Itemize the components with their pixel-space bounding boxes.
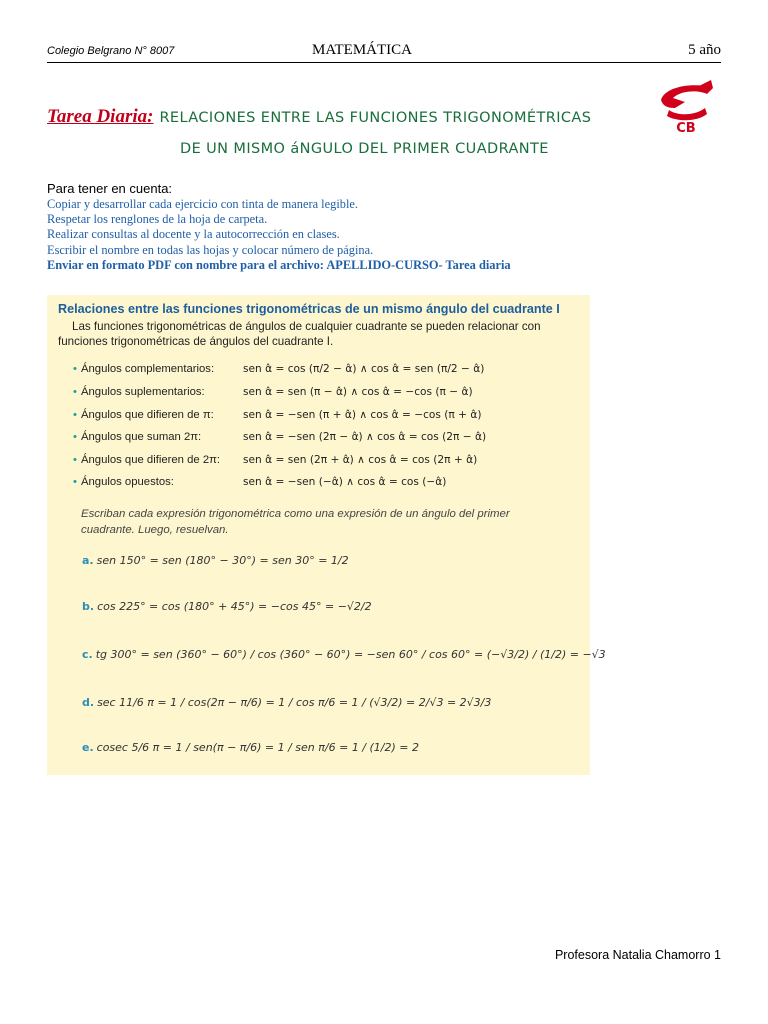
note-item-bold: Enviar en formato PDF con nombre para el archivo: APELLIDO-CURSO- Tarea diaria — [47, 257, 511, 272]
title-text-1: RELACIONES ENTRE LAS FUNCIONES TRIGONOMÉTRICAS — [159, 110, 592, 126]
property-name: Ángulos que difieren de 2π: — [80, 454, 221, 466]
example-text: sen 150° = sen (180° − 30°) = sen 30° = 1/2 — [96, 554, 349, 567]
example-text: cosec 5/6 π = 1 / sen(π − π/6) = 1 / sen π/6 = 1 / (1/2) = 2 — [96, 741, 420, 754]
example-text: sec 11/6 π = 1 / cos(2π − π/6) = 1 / cos π/6 = 1 / (√3/2) = 2/√3 = 2√3/3 — [97, 696, 492, 709]
example-item — [82, 741, 419, 754]
property-item: • Ángulos complementarios: — [73, 363, 215, 375]
box-heading: Relaciones entre las funciones trigonométricas de un mismo ángulo del cuadrante I — [58, 302, 560, 316]
property-item: • Ángulos que suman 2π: — [73, 431, 202, 443]
property-name: Ángulos complementarios: — [80, 363, 215, 375]
example-item — [82, 696, 491, 709]
property-name: Ángulos que suman 2π: — [80, 431, 202, 443]
box-intro: Las funciones trigonométricas de ángulos de cualquier cuadrante se pueden relacionar con funciones trigonométricas de ángulos del cuadrante I. — [58, 320, 541, 348]
example-label: d. — [82, 696, 95, 709]
example-label: c. — [82, 648, 93, 661]
property-formula: sen α̂ = −sen (π + α̂) ∧ cos α̂ = −cos (π + α̂) — [243, 409, 482, 421]
property-name: Ángulos suplementarios: — [80, 386, 205, 398]
property-formula: sen α̂ = cos (π/2 − α̂) ∧ cos α̂ = sen (π/2 − α̂) — [243, 363, 485, 375]
theory-box — [47, 295, 606, 775]
notes-list — [47, 197, 511, 273]
example-item — [82, 600, 372, 613]
property-item: • Ángulos opuestos: — [73, 476, 174, 488]
page-footer: Profesora Natalia Chamorro 1 — [554, 948, 721, 962]
property-item: • Ángulos suplementarios: — [73, 386, 205, 398]
property-formula: sen α̂ = sen (π − α̂) ∧ cos α̂ = −cos (π − α̂) — [243, 386, 473, 398]
notes-heading: Para tener en cuenta: — [47, 181, 173, 196]
property-formula: sen α̂ = −sen (−α̂) ∧ cos α̂ = cos (−α̂) — [243, 476, 447, 488]
property-formula: sen α̂ = sen (2π + α̂) ∧ cos α̂ = cos (2π + α̂) — [243, 454, 478, 466]
property-formula: sen α̂ = −sen (2π − α̂) ∧ cos α̂ = cos (2π − α̂) — [243, 431, 487, 443]
school-name: Colegio Belgrano N° 8007 — [47, 45, 175, 57]
example-item — [82, 554, 349, 567]
note-item: Respetar los renglones de la hoja de carpeta. — [47, 212, 268, 227]
exercise-intro: Escriban cada expresión trigonométrica como una expresión de un ángulo del primer cuadrante. Luego, resuelvan. — [81, 508, 510, 536]
example-text: cos 225° = cos (180° + 45°) = −cos 45° = −√2/2 — [97, 600, 372, 613]
subject-name: MATEMÁTICA — [312, 42, 412, 58]
note-item: Escribir el nombre en todas las hojas y colocar número de página. — [47, 242, 374, 257]
note-item: Copiar y desarrollar cada ejercicio con tinta de manera legible. — [47, 197, 358, 211]
example-label: e. — [82, 741, 94, 754]
property-item: • Ángulos que difieren de 2π: — [73, 454, 221, 466]
page-header — [47, 42, 721, 63]
example-label: a. — [82, 554, 94, 567]
logo-text: CB — [676, 121, 696, 135]
property-item: • Ángulos que difieren de π: — [73, 409, 214, 421]
grade-label: 5 año — [688, 42, 721, 58]
tarea-label: Tarea Diaria: — [47, 106, 154, 127]
note-item: Realizar consultas al docente y la autocorrección en clases. — [47, 227, 340, 242]
title-line-2: DE UN MISMO áNGULO DEL PRIMER CUADRANTE — [180, 141, 549, 157]
example-text: tg 300° = sen (360° − 60°) / cos (360° − 60°) = −sen 60° / cos 60° = (−√3/2) / (1/2) = −√3 — [95, 648, 606, 661]
example-label: b. — [82, 600, 95, 613]
title-line-1 — [47, 106, 591, 128]
school-logo — [655, 80, 717, 135]
property-name: Ángulos que difieren de π: — [80, 409, 214, 421]
property-name: Ángulos opuestos: — [80, 476, 174, 488]
example-item — [82, 648, 606, 661]
